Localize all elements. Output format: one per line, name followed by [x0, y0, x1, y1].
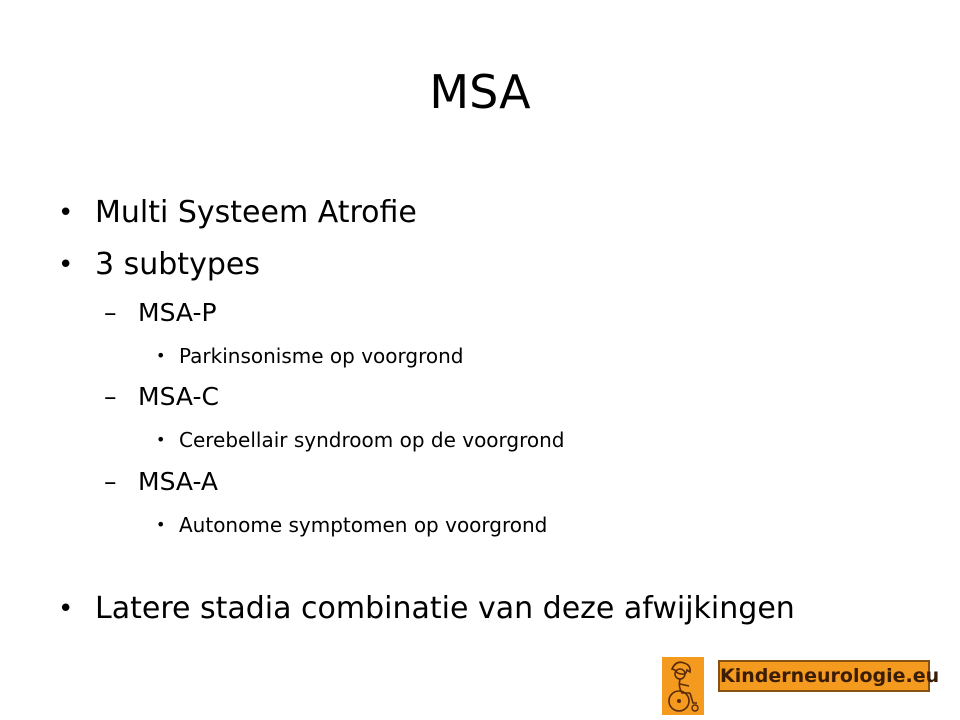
child-in-wheelchair-icon: [662, 657, 704, 715]
bullet-marker: •: [58, 594, 74, 624]
dash-marker: –: [104, 298, 117, 327]
bullet-marker: •: [156, 515, 166, 534]
logo-text-box: [718, 660, 940, 692]
bullet-text: Latere stadia combinatie van deze afwijkingen: [95, 591, 795, 626]
dash-marker: –: [104, 467, 117, 496]
slide-title: MSA: [429, 65, 531, 119]
bullet-marker: •: [58, 198, 74, 228]
sub-bullet-text: MSA-A: [138, 467, 219, 496]
sub-sub-bullet-text: Cerebellair syndroom op de voorgrond: [179, 428, 565, 452]
logo-text: Kinderneurologie.eu: [720, 665, 940, 687]
sub-bullet-text: MSA-P: [138, 298, 217, 327]
bullet-marker: •: [58, 250, 74, 280]
sub-sub-bullet-text: Parkinsonisme op voorgrond: [179, 344, 464, 368]
sub-bullet-text: MSA-C: [138, 382, 219, 411]
dash-marker: –: [104, 382, 117, 411]
kinderneurologie-logo: [662, 657, 940, 715]
sub-sub-bullet-text: Autonome symptomen op voorgrond: [179, 513, 548, 537]
bullet-marker: •: [156, 346, 166, 365]
bullet-text: 3 subtypes: [95, 247, 260, 282]
bullet-text: Multi Systeem Atrofie: [95, 195, 417, 230]
bullet-marker: •: [156, 430, 166, 449]
